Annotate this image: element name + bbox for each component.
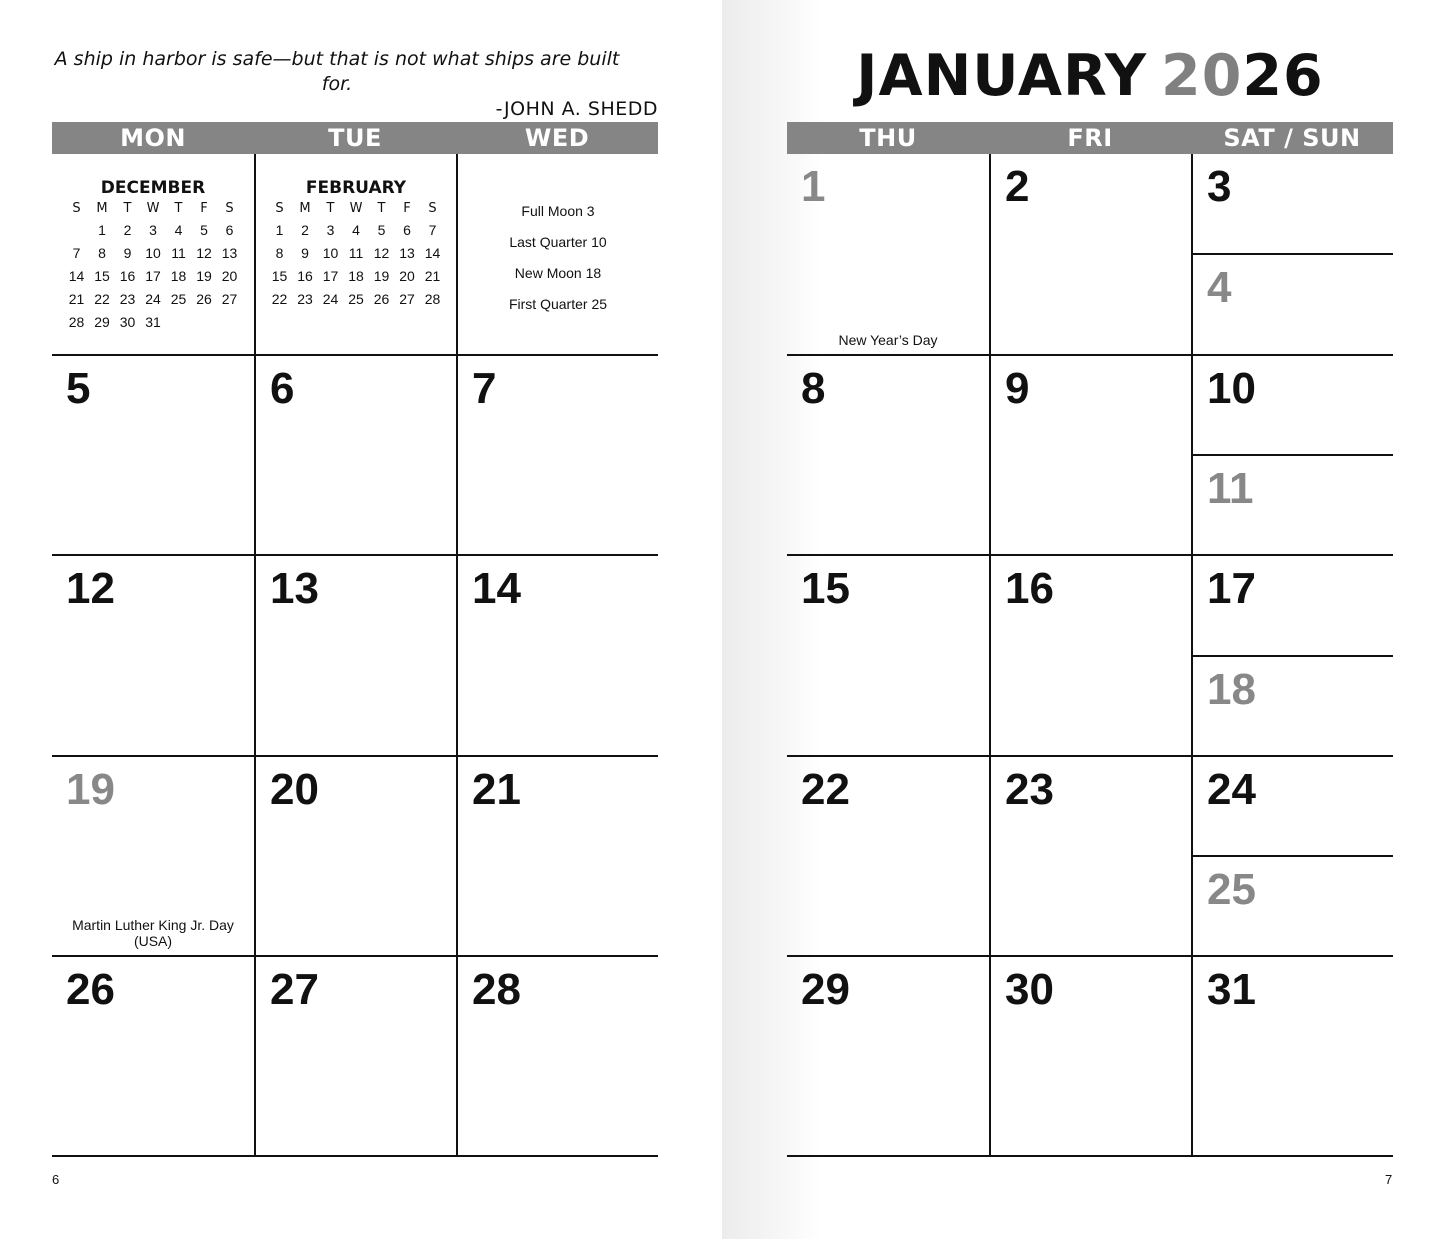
day-number: 27	[270, 964, 319, 1014]
mini-day: 15	[271, 267, 288, 284]
day-cell[interactable]	[254, 955, 456, 1155]
mini-day: 22	[94, 290, 110, 307]
day-number: 24	[1207, 764, 1256, 814]
mini-day: 20	[399, 267, 415, 284]
day-cell[interactable]	[1191, 955, 1393, 1155]
moon-phases	[458, 196, 658, 320]
mini-calendar-table	[64, 198, 243, 333]
day-cell[interactable]	[254, 354, 456, 554]
saturday-cell[interactable]	[1193, 154, 1393, 253]
mini-day: 13	[221, 244, 238, 261]
mini-day: 4	[352, 221, 360, 238]
mini-day: 10	[322, 244, 339, 261]
day-cell[interactable]	[456, 554, 658, 754]
mini-day: 18	[170, 267, 187, 284]
day-number: 15	[801, 564, 850, 614]
mini-day: 14	[424, 244, 441, 261]
weekday-label: T	[377, 200, 386, 216]
day-cell[interactable]	[52, 354, 254, 554]
day-number: 31	[1207, 964, 1256, 1014]
mini-day: 16	[297, 267, 313, 284]
mini-day: 3	[326, 221, 335, 238]
weekday-label: S	[275, 200, 284, 216]
mini-day: 1	[98, 221, 106, 238]
left-page-grid	[52, 122, 658, 1157]
holiday-note: New Year’s Day	[838, 332, 938, 349]
header-wed: WED	[456, 122, 658, 154]
weekday-label: S	[428, 200, 437, 216]
day-number: 21	[472, 764, 521, 814]
mini-day: 11	[348, 244, 364, 261]
mini-day: 27	[221, 290, 238, 307]
day-cell[interactable]	[787, 955, 989, 1155]
weekend-cell	[1191, 554, 1393, 754]
day-number: 2	[1005, 162, 1030, 211]
year-label	[1161, 43, 1324, 109]
moon-phase-full: Full Moon 3	[521, 203, 595, 219]
day-number: 30	[1005, 964, 1054, 1014]
day-number: 16	[1005, 564, 1054, 614]
year-digit: 2	[1161, 43, 1202, 109]
mini-day: 1	[275, 221, 284, 238]
mini-day: 31	[145, 313, 161, 330]
mini-day: 20	[221, 267, 238, 284]
day-cell[interactable]	[52, 955, 254, 1155]
day-cell[interactable]	[456, 955, 658, 1155]
day-number-holiday: 19	[66, 764, 115, 814]
mini-day: 28	[424, 290, 441, 307]
mini-day: 16	[119, 267, 136, 284]
day-number: 26	[66, 964, 115, 1014]
mini-day: 19	[196, 267, 212, 284]
day-cell[interactable]	[989, 554, 1191, 754]
day-cell-holiday[interactable]	[52, 755, 254, 955]
sunday-cell[interactable]	[1193, 655, 1393, 755]
weekday-label: T	[174, 200, 183, 216]
mini-day: 9	[301, 244, 309, 261]
header-tue: TUE	[254, 122, 456, 154]
mini-calendar-february	[264, 178, 448, 310]
page-number-right: 7	[1385, 1172, 1393, 1187]
mini-day: 12	[196, 244, 212, 261]
mini-day: 12	[373, 244, 390, 261]
mini-day: 18	[348, 267, 364, 284]
day-number-sunday: 18	[1207, 664, 1256, 714]
day-number: 8	[801, 364, 826, 414]
mini-day: 21	[68, 290, 85, 307]
day-cell[interactable]	[787, 554, 989, 754]
mini-calendar-december-cell	[52, 154, 254, 354]
mini-calendar-table	[267, 198, 446, 310]
mini-day: 7	[72, 244, 81, 261]
mini-calendar-title: FEBRUARY	[305, 178, 407, 198]
mini-day: 23	[297, 290, 313, 307]
mini-day: 14	[68, 267, 85, 284]
weekday-label: S	[72, 200, 81, 216]
header-thu: THU	[787, 122, 989, 154]
mini-day: 26	[373, 290, 390, 307]
header-mon: MON	[52, 122, 254, 154]
mini-day: 26	[196, 290, 212, 307]
mini-day: 8	[275, 244, 284, 261]
moon-phase-first-quarter: First Quarter 25	[508, 296, 608, 312]
mini-day: 2	[123, 221, 132, 238]
mini-day: 6	[403, 221, 411, 238]
mini-day: 5	[200, 221, 208, 238]
quote	[52, 47, 658, 122]
mini-day: 21	[424, 267, 441, 284]
mini-day: 6	[225, 221, 234, 238]
day-number-sunday: 4	[1207, 263, 1232, 313]
quote-text: A ship in harbor is safe—but that is not what ships are built for.	[54, 48, 620, 95]
mini-calendar-february-cell	[254, 154, 456, 354]
page-number-left: 6	[52, 1172, 60, 1187]
mini-day	[191, 310, 217, 333]
year-digit: 6	[1283, 43, 1324, 109]
day-number: 17	[1207, 564, 1256, 614]
day-number: 22	[801, 764, 850, 814]
day-cell[interactable]	[989, 955, 1191, 1155]
day-number-sunday: 25	[1207, 864, 1256, 914]
day-cell[interactable]	[787, 755, 989, 955]
day-cell[interactable]	[456, 354, 658, 554]
mini-day: 17	[322, 267, 339, 284]
day-number: 28	[472, 964, 521, 1014]
sunday-cell[interactable]	[1193, 454, 1393, 554]
header-sat-sun: SAT / SUN	[1191, 122, 1393, 154]
holiday-note: Martin Luther King Jr. Day (USA)	[72, 916, 234, 949]
day-number: 12	[66, 564, 115, 614]
month-title	[787, 42, 1393, 110]
day-number: 6	[270, 364, 295, 414]
mini-day: 4	[174, 221, 183, 238]
weekday-label: F	[200, 200, 208, 216]
day-number: 9	[1005, 364, 1030, 414]
weekend-cell	[1191, 755, 1393, 955]
weekday-label: F	[403, 200, 411, 216]
day-number: 10	[1207, 364, 1256, 414]
mini-day: 15	[94, 267, 110, 284]
day-cell[interactable]	[456, 755, 658, 955]
month-name: JANUARY	[856, 43, 1148, 109]
mini-day: 27	[399, 290, 415, 307]
weekday-label: M	[299, 200, 311, 216]
mini-day: 7	[428, 221, 437, 238]
mini-day: 30	[119, 313, 136, 330]
day-number: 20	[270, 764, 319, 814]
year-digit: 2	[1242, 43, 1284, 109]
mini-day: 11	[171, 244, 186, 261]
mini-day: 2	[301, 221, 309, 238]
mini-day: 23	[119, 290, 136, 307]
day-number-sunday: 11	[1207, 464, 1254, 514]
weekday-label: W	[146, 200, 160, 216]
mini-day: 19	[373, 267, 390, 284]
weekday-label: S	[225, 200, 234, 216]
day-cell[interactable]	[52, 554, 254, 754]
saturday-cell[interactable]	[1193, 757, 1393, 855]
weekend-cell	[1191, 154, 1393, 354]
weekday-label: T	[326, 200, 335, 216]
day-number-holiday: 1	[801, 162, 826, 211]
day-cell[interactable]	[254, 755, 456, 955]
sunday-cell[interactable]	[1193, 253, 1393, 354]
mini-day: 24	[145, 290, 161, 307]
mini-day: 28	[68, 313, 85, 330]
day-cell[interactable]	[989, 154, 1191, 354]
right-page-grid	[787, 122, 1393, 1157]
saturday-cell[interactable]	[1193, 356, 1393, 454]
mini-day: 5	[377, 221, 386, 238]
weekend-cell	[1191, 354, 1393, 554]
day-number: 14	[472, 564, 521, 614]
day-number: 13	[270, 564, 319, 614]
quote-author: -JOHN A. SHEDD	[495, 98, 658, 120]
mini-day	[166, 310, 192, 333]
weekday-label: W	[349, 200, 363, 216]
mini-day: 10	[145, 244, 161, 261]
mini-day: 25	[348, 290, 364, 307]
mini-day: 8	[98, 244, 106, 261]
mini-day	[217, 310, 243, 333]
day-number: 7	[472, 364, 497, 414]
mini-day: 17	[145, 267, 161, 284]
moon-phase-last-quarter: Last Quarter 10	[509, 234, 607, 250]
weekday-label: T	[123, 200, 132, 216]
day-cell-holiday[interactable]	[787, 154, 989, 354]
mini-day: 24	[322, 290, 339, 307]
day-cell[interactable]	[989, 755, 1191, 955]
weekday-label: M	[96, 200, 108, 216]
year-digit: 0	[1201, 43, 1243, 109]
day-number: 5	[66, 364, 91, 414]
day-number: 23	[1005, 764, 1054, 814]
mini-day: 25	[170, 290, 187, 307]
saturday-cell[interactable]	[1193, 556, 1393, 654]
sunday-cell[interactable]	[1193, 855, 1393, 955]
mini-day	[64, 218, 90, 241]
mini-day: 22	[271, 290, 288, 307]
mini-calendar-december	[60, 178, 246, 333]
moon-phase-new: New Moon 18	[514, 265, 602, 281]
day-number: 3	[1207, 162, 1232, 211]
mini-calendar-title: DECEMBER	[100, 178, 206, 198]
header-fri: FRI	[989, 122, 1191, 154]
moon-phases-cell	[456, 154, 658, 354]
day-number: 29	[801, 964, 850, 1014]
day-cell[interactable]	[989, 354, 1191, 554]
day-cell[interactable]	[254, 554, 456, 754]
mini-day: 13	[399, 244, 415, 261]
mini-day: 29	[94, 313, 110, 330]
day-cell[interactable]	[787, 354, 989, 554]
mini-day: 3	[149, 221, 157, 238]
mini-day: 9	[123, 244, 132, 261]
